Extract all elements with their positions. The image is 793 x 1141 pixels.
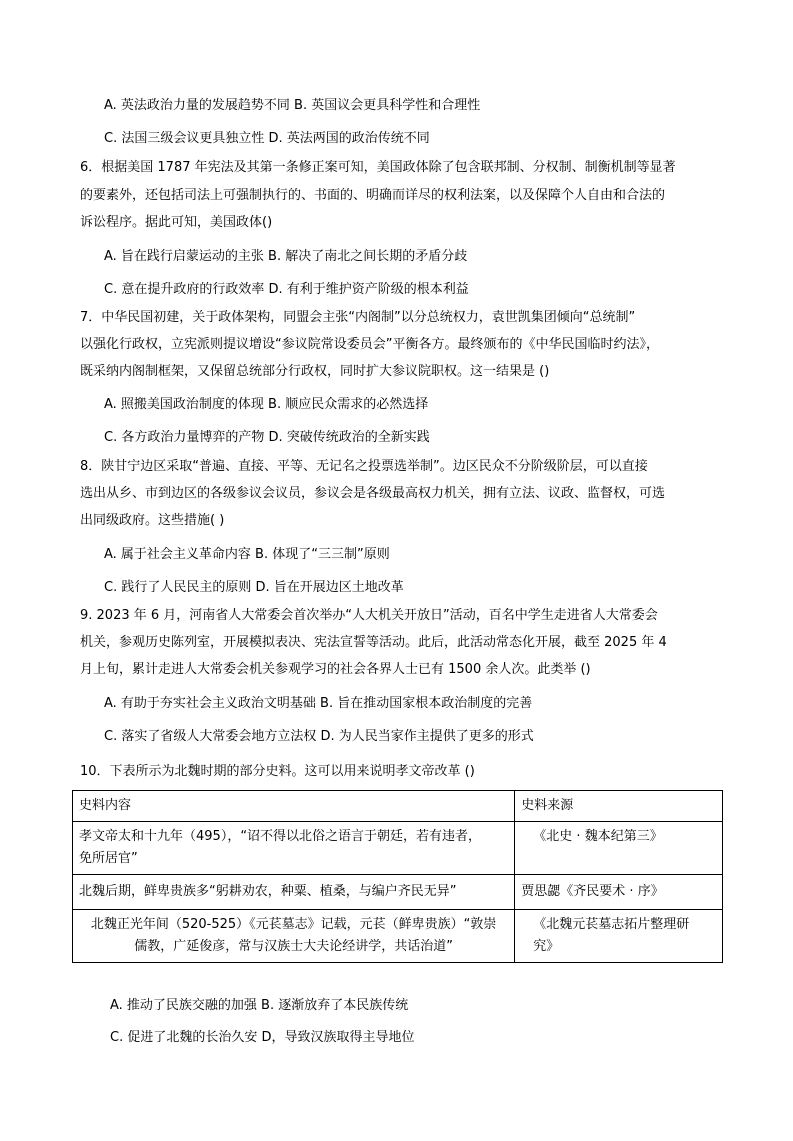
q9-options-cd: C. 落实了省级人大常委会地方立法权 D. 为人民当家作主提供了更多的形式 [104, 729, 534, 744]
q8-stem-line-1: 8．陕甘宁边区采取“普遍、直接、平等、无记名之投票选举制”。边区民众不分阶级阶层，可以直接 [80, 459, 648, 474]
q6-stem-line-1: 6．根据美国 1787 年宪法及其第一条修正案可知，美国政体除了包含联邦制、分权制、制衡机制等显著 [80, 160, 676, 175]
q6-options-cd: C. 意在提升政府的行政效率 D. 有利于维护资产阶级的根本利益 [104, 282, 469, 297]
q7-options-ab: A. 照搬美国政治制度的体现 B. 顺应民众需求的必然选择 [104, 397, 429, 412]
cell-line: 免所居官” [79, 851, 138, 866]
q9-options-ab: A. 有助于夯实社会主义政治文明基础 B. 旨在推动国家根本政治制度的完善 [104, 696, 533, 711]
cell-line: 北魏正光年间（520-525）《元苌墓志》记载，元苌（鲜卑贵族）“敦崇 [90, 917, 497, 932]
q6-stem-line-3: 诉讼程序。据此可知，美国政体() [80, 215, 273, 230]
table-row [73, 822, 723, 875]
cell-line: 贾思勰《齐民要术 · 序》 [521, 884, 664, 899]
q10-options-ab: A. 推动了民族交融的加强 B. 逐渐放弃了本民族传统 [110, 998, 409, 1013]
q10-options-cd: C. 促进了北魏的长治久安 D，导致汉族取得主导地位 [110, 1030, 415, 1045]
q5-options-ab: A. 英法政治力量的发展趋势不同 B. 英国议会更具科学性和合理性 [104, 98, 481, 113]
cell-line: 《北史 · 魏本纪第三》 [533, 829, 663, 844]
q8-options-cd: C. 践行了人民民主的原则 D. 旨在开展边区土地改革 [104, 580, 404, 595]
cell-line: 究》 [533, 939, 560, 954]
cell-line: 孝文帝太和十九年（495），“诏不得以北俗之语言于朝廷，若有违者， [79, 829, 482, 844]
cell-line: 儒教，广延俊彦，常与汉族士大夫论经讲学，共话治道” [134, 939, 454, 954]
table-cell-source [515, 875, 723, 910]
q7-options-cd: C. 各方政治力量博弈的产物 D. 突破传统政治的全新实践 [104, 430, 430, 445]
q6-stem-line-2: 的要素外，还包括司法上可强制执行的、书面的、明确而详尽的权利法案，以及保障个人自由和合法的 [80, 188, 666, 203]
table-header-content: 史料内容 [73, 791, 515, 822]
q8-stem-line-2: 选出从乡、市到边区的各级参议会议员，参议会是各级最高权力机关，拥有立法、议政、监督权，可选 [80, 486, 666, 501]
q6-options-ab: A. 旨在践行启蒙运动的主张 B. 解决了南北之间长期的矛盾分歧 [104, 249, 468, 264]
source-table [72, 790, 723, 963]
table-header-row [73, 791, 723, 822]
table-header-source: 史料来源 [515, 791, 723, 822]
cell-line: 《北魏元苌墓志拓片整理研 [533, 917, 690, 932]
table-row [73, 875, 723, 910]
q10-stem: 10．下表所示为北魏时期的部分史料。这可以用来说明孝文帝改革 () [80, 764, 475, 779]
q7-stem-line-2: 以强化行政权，立宪派则提议增设“参议院常设委员会”平衡各方。最终颁布的《中华民国临时约法》， [80, 337, 659, 352]
table-cell-content [73, 875, 515, 910]
q7-stem-line-3: 既采纳内阁制框架，又保留总统部分行政权，同时扩大参议院职权。这一结果是 () [80, 364, 550, 379]
q8-options-ab: A. 属于社会主义革命内容 B. 体现了“三三制”原则 [104, 547, 390, 562]
q5-options-cd: C. 法国三级会议更具独立性 D. 英法两国的政治传统不同 [104, 131, 430, 146]
q9-stem-line-1: 9. 2023 年 6 月，河南省人大常委会首次举办“人大机关开放日”活动，百名中学生走进省人大常委会 [80, 608, 658, 623]
table-row [73, 910, 723, 963]
q9-stem-line-2: 机关，参观历史陈列室，开展模拟表决、宪法宣誓等活动。此后，此活动常态化开展，截至 2025 年 4 [80, 635, 667, 650]
table-cell-content [73, 910, 515, 963]
cell-line: 北魏后期，鲜卑贵族多“躬耕劝农，种粟、植桑，与编户齐民无异” [79, 884, 457, 899]
table-cell-source [515, 910, 723, 963]
table-cell-source [515, 822, 723, 875]
q7-stem-line-1: 7．中华民国初建，关于政体架构，同盟会主张“内阁制”以分总统权力，袁世凯集团倾向“总统制” [80, 310, 636, 325]
q8-stem-line-3: 出同级政府。这些措施( ) [80, 513, 225, 528]
table-cell-content [73, 822, 515, 875]
q9-stem-line-3: 月上旬，累计走进人大常委会机关参观学习的社会各界人士已有 1500 余人次。此类举 () [80, 662, 591, 677]
